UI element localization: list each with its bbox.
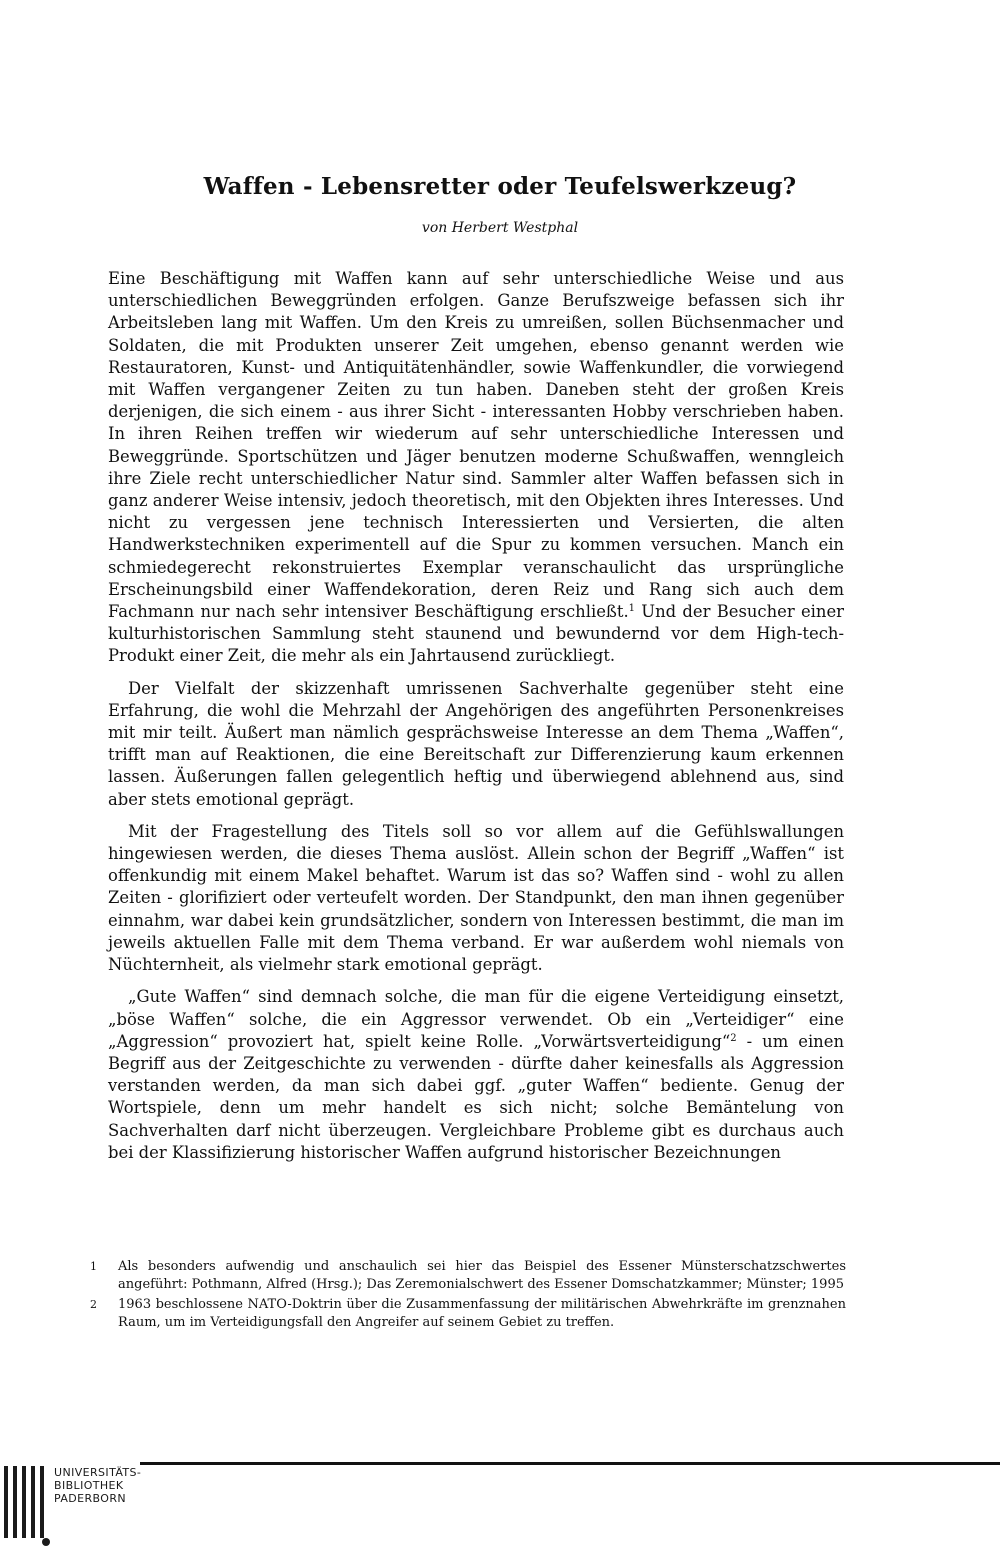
paragraph-text: Eine Beschäftigung mit Waffen kann auf sehr unterschiedliche Weise und aus unterschiedlichen Beweggründen erfolgen. Ganze Berufszweige befassen sich ihr Arbeitsleben lang mit Waffen. Um den Kreis zu umreißen, sollen Büchsenmacher und Soldaten, die mit Produkten unserer Zeit umgehen, ebenso genannt werden wie Restauratoren, Kunst- und Antiquitätenhändler, sowie Waffenkundler, die vorwiegend mit Waffen vergangener Zeiten zu tun haben. Daneben steht der großen Kreis derjenigen, die sich einem - aus ihrer Sicht - interessanten Hobby verschrieben haben. In ihren Reihen treffen wir wiederum auf sehr unterschiedliche Interessen und Beweggründe. Sportschützen und Jäger benutzen moderne Schußwaffen, wenngleich ihre Ziele recht unterschiedlicher Natur sind. Sammler alter Waffen befassen sich in ganz anderer Weise intensiv, jedoch theoretisch, mit den Objekten ihres Interesses. Und nicht zu vergessen jene technisch Interessierten und Versierten, die alten Handwerkstechniken experimentell auf die Spur zu kommen versuchen. Manch ein schmiedegerecht rekonstruiertes Exemplar veranschaulicht das ursprüngliche Erscheinungsbild einer Waffendekoration, deren Reiz und Rang sich auch dem Fachmann nur nach sehr intensiver Beschäftigung erschließt. [108,269,844,622]
footnote-ref[interactable]: 2 [730,1032,737,1044]
paragraph [108,268,844,668]
page-bottom-rule [120,1462,1000,1465]
barcode-icon [4,1466,44,1538]
library-logo-text [54,1466,141,1505]
logo-line: PADERBORN [54,1492,127,1505]
author-byline: von Herbert Westphal [421,220,579,236]
footnote-ref[interactable]: 1 [628,603,636,615]
logo-line: BIBLIOTHEK [54,1479,124,1492]
footnote [90,1296,846,1331]
footnote-number: 2 [90,1298,97,1311]
paragraph-text: - um einen Begriff aus der Zeitgeschichte zu verwenden - dürfte daher keinesfalls als Aggression verstanden werden, da man sich dabei ggf. „guter Waffen“ bediente. Genug der Wortspiele, denn um mehr handelt es sich nicht; solche Bemäntelung von Sachverhalten darf nicht überzeugen. Vergleichbare Probleme gibt es durchaus auch bei der Klassifizierung historischer Waffen aufgrund historischer Bezeichnungen [108,1031,844,1162]
article-body [108,268,844,1174]
footnote-number: 1 [90,1260,97,1273]
library-logo [0,1462,140,1550]
paragraph: Mit der Fragestellung des Titels soll so vor allem auf die Gefühlswallungen hingewiesen werden, die dieses Thema auslöst. Allein schon der Begriff „Waffen“ ist offenkundig mit einem Makel behaftet. Warum ist das so? Waffen sind - wohl zu allen Zeiten - glorifiziert oder verteufelt worden. Der Standpunkt, den man ihnen gegenüber einnahm, war dabei kein grundsätzlicher, sondern von Interessen bestimmt, die man im jeweils aktuellen Falle mit dem Thema verband. Er war außerdem wohl niemals von Nüchternheit, als vielmehr stark emotional geprägt. [108,821,844,975]
paragraph [108,986,844,1164]
logo-line: UNIVERSITÄTS- [54,1466,142,1479]
logo-dot-icon [42,1538,50,1546]
footnotes [90,1258,846,1334]
footnote [90,1258,846,1293]
paragraph-text: Und der Besucher einer kulturhistorischen Sammlung steht staunend und bewundernd vor dem High-tech-Produkt einer Zeit, die mehr als ein Jahrtausend zurückliegt. [108,602,844,666]
paragraph: Der Vielfalt der skizzenhaft umrissenen Sachverhalte gegenüber steht eine Erfahrung, die wohl die Mehrzahl der Angehörigen des angeführten Personenkreises mit mir teilt. Äußert man nämlich gesprächsweise Interesse an dem Thema „Waffen“, trifft man auf Reaktionen, die eine Bereitschaft zur Differenzierung kaum erkennen lassen. Äußerungen fallen gelegentlich heftig und überwiegend ablehnend aus, sind aber stets emotional geprägt. [108,678,844,809]
footnote-text: 1963 beschlossene NATO-Doktrin über die Zusammenfassung der militärischen Abwehrkräfte im grenznahen Raum, um im Verteidigungsfall den Angreifer auf seinem Gebiet zu treffen. [118,1297,846,1330]
footnote-text: Als besonders aufwendig und anschaulich sei hier das Beispiel des Essener Münsterschatzschwertes angeführt: Pothmann, Alfred (Hrsg.); Das Zeremonialschwert des Essener Domschatzkammer; Münster; 1995 [118,1259,846,1292]
paragraph-text: „Gute Waffen“ sind demnach solche, die man für die eigene Verteidigung einsetzt, „böse Waffen“ solche, die ein Aggressor verwendet. Ob ein „Verteidiger“ eine „Aggression“ provoziert hat, spielt keine Rolle. „Vorwärtsverteidigung“ [108,987,844,1051]
article-title: Waffen - Lebensretter oder Teufelswerkzeug? [203,173,797,200]
